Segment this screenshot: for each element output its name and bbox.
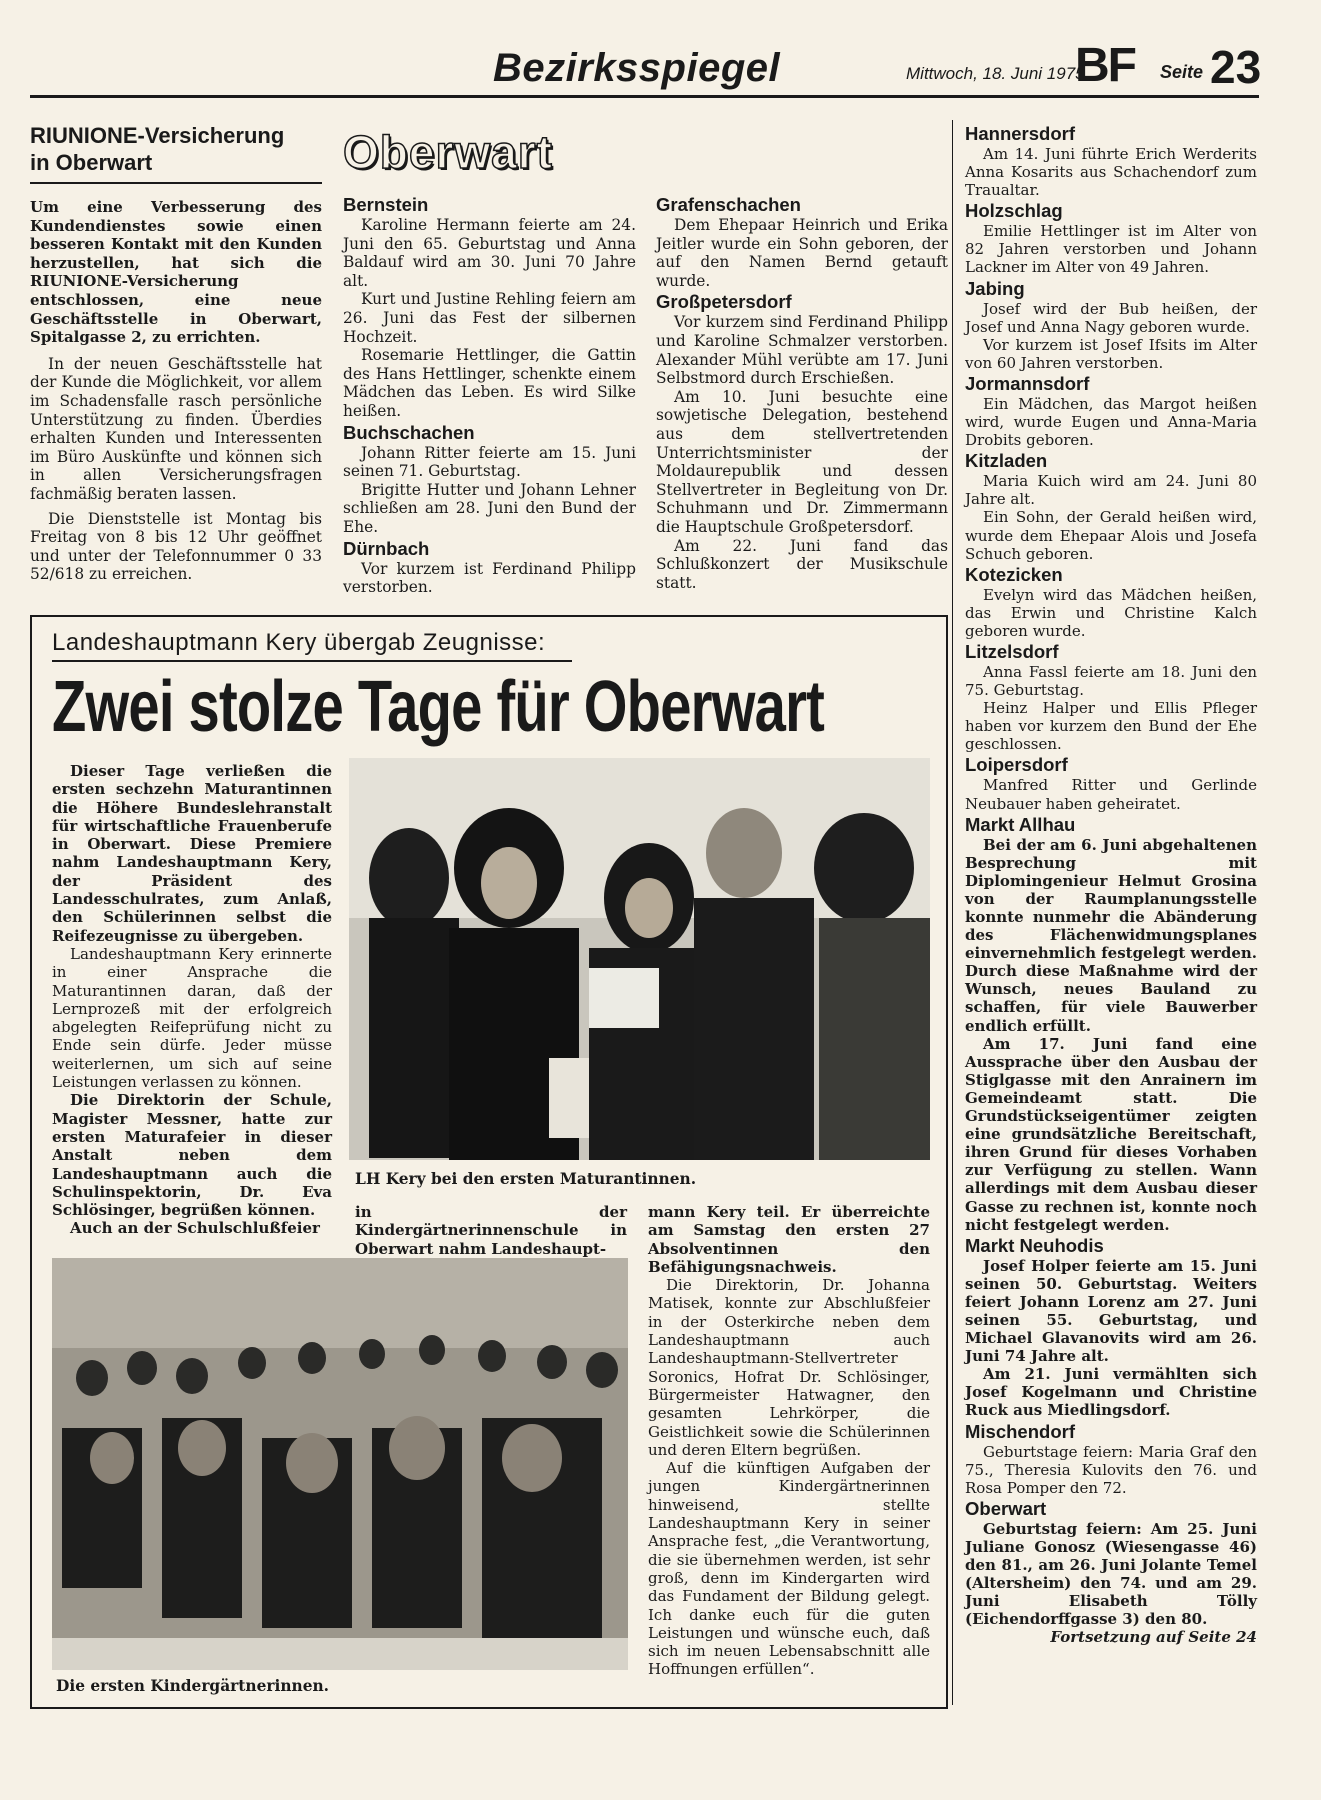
loc-hannersdorf: Hannersdorf <box>965 123 1075 144</box>
section-title: Bezirksspiegel <box>493 46 781 90</box>
text-bernstein-1: Karoline Hermann feierte am 24. Juni den 65. Geburtstag und Anna Baldauf wird am 30. Juni 70 Jahre alt. <box>343 216 636 290</box>
continued-note: Fortsetzung auf Seite 24 <box>1050 1628 1257 1647</box>
text-buchschachen-2: Brigitte Hutter und Johann Lehner schließen am 28. Juni den Bund der Ehe. <box>343 480 636 536</box>
photo-maturantinnen-image <box>349 758 930 1160</box>
text-bernstein-2: Kurt und Justine Rehling feiern am 26. Juni das Fest der silbernen Hochzeit. <box>343 290 636 346</box>
loc-jormannsdorf: Jormannsdorf <box>965 372 1090 394</box>
text-bernstein-3: Rosemarie Hettlinger, die Gattin des Hans Hettlinger, schenkte einem Mädchen das Leben. Es wird Silke heißen. <box>343 346 636 420</box>
feature-p2: Landeshauptmann Kery erinnerte in einer Ansprache die Maturantinnen daran, daß der Lernprozeß mit der erfolgreich abgelegten Reifeprüfung nicht zu Ende sein dürfe. Jeder müsse weiterlernen, um sich auf seine Leistungen verlassen zu können. <box>52 944 332 1092</box>
text-jabing-1: Josef wird der Bub heißen, der Josef und Anna Nagy geboren wurde. <box>965 299 1257 336</box>
column-3 <box>656 193 948 592</box>
text-loipersdorf-1: Manfred Ritter und Gerlinde Neubauer haben geheiratet. <box>965 776 1257 813</box>
riunione-p3: Die Dienststelle ist Montag bis Freitag von 8 bis 12 Uhr geöffnet und unter der Telefonnummer 0 33 52/618 zu erreichen. <box>30 509 322 584</box>
feature-p7: Auf die künftigen Aufgaben der jungen Kindergärtnerinnen hinweisend, stellte Landeshauptmann Kery in seiner Ansprache fest, „die Verantwortung, die sie übernehmen werden, ist sehr groß, denn im Kindergarten wird das Fundament der Bildung gelegt. Ich danke euch für die guten Leistungen und wünsche euch, daß sich im neuen Lebensabschnitt alle Hoffnungen erfüllen“. <box>648 1459 930 1679</box>
caption-kindergaertnerinnen: Die ersten Kindergärtnerinnen. <box>56 1677 330 1695</box>
loc-jabing: Jabing <box>965 277 1025 299</box>
column-4 <box>965 122 1257 1646</box>
text-grosspetersdorf-3: Am 22. Juni fand das Schlußkonzert der Musikschule statt. <box>656 536 948 592</box>
text-duernbach-1: Vor kurzem ist Ferdinand Philipp verstorben. <box>343 559 636 597</box>
riunione-p2: In der neuen Geschäftsstelle hat der Kunde die Möglichkeit, vor allem im Schadensfalle rasch persönliche Unterstützung zu finden. Überdies erhalten Kunden und Interessenten im Büro Auskünfte und können sich in allen Versicherungsfragen fachmäßig beraten lassen. <box>30 354 322 503</box>
page-label: Seite <box>1160 62 1204 82</box>
riunione-article <box>30 122 322 584</box>
paper-logo: BF <box>1075 39 1135 92</box>
text-hannersdorf-1: Am 14. Juni führte Erich Werderits Anna Kosarits aus Schachendorf zum Traualtar. <box>965 145 1257 200</box>
oberwart-section-title: Oberwart <box>343 126 553 178</box>
riunione-title-line2: in Oberwart <box>30 150 153 175</box>
text-litzelsdorf-1: Anna Fassl feierte am 18. Juni den 75. Geburtstag. <box>965 662 1257 700</box>
text-litzelsdorf-2: Heinz Halper und Ellis Pfleger haben vor kurzem den Bund der Ehe geschlossen. <box>965 699 1257 754</box>
feature-headline: Zwei stolze Tage für Oberwart <box>52 667 825 747</box>
loc-bernstein: Bernstein <box>343 194 429 215</box>
photo-kindergaertnerinnen <box>52 1258 628 1670</box>
header-rule <box>30 95 1259 98</box>
feature-column-b <box>355 1203 627 1258</box>
loc-mischendorf: Mischendorf <box>965 1420 1075 1442</box>
text-grosspetersdorf-1: Vor kurzem sind Ferdinand Philipp und Karoline Schmalzer verstorben. Alexander Mühl verübte am 17. Juni Selbstmord durch Erschießen. <box>656 313 948 388</box>
loc-loipersdorf: Loipersdorf <box>965 754 1068 776</box>
caption-maturantinnen: LH Kery bei den ersten Maturantinnen. <box>355 1170 697 1188</box>
column-divider <box>952 120 953 1705</box>
loc-oberwart: Oberwart <box>965 1497 1047 1519</box>
riunione-title <box>30 122 322 176</box>
text-mischendorf-1: Geburtstage feiern: Maria Graf den 75., Theresia Kulovits den 76. und Rosa Pomper den 72. <box>965 1442 1257 1497</box>
kicker-underline <box>52 660 572 662</box>
text-jabing-2: Vor kurzem ist Josef Ifsits im Alter von 60 Jahren verstorben. <box>965 335 1257 372</box>
loc-grosspetersdorf: Großpetersdorf <box>656 291 792 313</box>
loc-kitzladen: Kitzladen <box>965 450 1048 472</box>
loc-litzelsdorf: Litzelsdorf <box>965 640 1059 662</box>
text-holzschlag-1: Emilie Hettlinger ist im Alter von 82 Jahren verstorben und Johann Lackner im Alter von 49 Jahren. <box>965 222 1257 277</box>
text-markt-neuhodis-2: Am 21. Juni vermählten sich Josef Kogelmann und Christine Ruck aus Miedlingsdorf. <box>965 1365 1257 1420</box>
page-number: 23 <box>1210 41 1262 93</box>
feature-p6: Die Direktorin, Dr. Johanna Matisek, konnte zur Abschlußfeier in der Osterkirche neben dem Landeshauptmann auch Landeshauptmann-Stellvertreter Soronics, Hofrat Dr. Schlösinger, Bürgermeister Hatwagner, den gesamten Lehrkörper, die Geistlichkeit sowie die Schülerinnen und deren Eltern begrüßen. <box>648 1276 930 1459</box>
text-buchschachen-1: Johann Ritter feierte am 15. Juni seinen 71. Geburtstag. <box>343 443 636 481</box>
feature-p4b: in der Kindergärtnerinnenschule in Oberwart nahm Landeshaupt- <box>355 1203 627 1258</box>
loc-markt-allhau: Markt Allhau <box>965 813 1076 835</box>
text-grafenschachen-1: Dem Ehepaar Heinrich und Erika Jeitler wurde ein Sohn geboren, der auf den Namen Bernd getauft wurde. <box>656 216 948 290</box>
text-kotezicken-1: Evelyn wird das Mädchen heißen, das Erwin und Christine Kalch geboren wurde. <box>965 585 1257 640</box>
photo-kindergaertnerinnen-image <box>52 1258 628 1670</box>
feature-lead: Dieser Tage verließen die ersten sechzehn Maturantinnen die Höhere Bundeslehranstalt für wirtschaftliche Frauenberufe in Oberwart. Diese Premiere nahm Landeshauptmann Kery, der Präsident des Landesschulrates, zum Anlaß, den Schülerinnen selbst die Reifezeugnisse zu übergeben. <box>52 762 332 945</box>
riunione-rule <box>30 182 322 184</box>
loc-markt-neuhodis: Markt Neuhodis <box>965 1234 1104 1256</box>
column-2 <box>343 193 636 597</box>
feature-column-a <box>52 762 332 1238</box>
text-markt-allhau-1: Bei der am 6. Juni abgehaltenen Besprechung mit Diplomingenieur Helmut Grosina von der Raumplanungsstelle konnte nunmehr die Abänderung des Flächenwidmungsplanes einvernehmlich festgelegt werden. Durch diese Maßnahme wird der Wunsch, neues Bauland zu schaffen, für viele Bauwerber endlich erfüllt. <box>965 835 1257 1035</box>
loc-grafenschachen: Grafenschachen <box>656 194 801 215</box>
text-markt-neuhodis-1: Josef Holper feierte am 15. Juni seinen 50. Geburtstag. Weiters feiert Johann Lorenz am 27. Juni seinen 55. Geburtstag, und Michael Glavanovits wird am 26. Juni 74 Jahre alt. <box>965 1256 1257 1366</box>
feature-p4: Auch an der Schulschlußfeier <box>70 1219 320 1238</box>
issue-date: Mittwoch, 18. Juni 1975 <box>906 64 1085 83</box>
text-oberwart-1: Geburtstag feiern: Am 25. Juni Juliane Gonosz (Wiesengasse 46) den 81., am 26. Juni Jolante Temel (Altersheim) den 74. und am 29. Juni Elisabeth Tölly (Eichendorffgasse 3) den 80. <box>965 1519 1257 1629</box>
feature-p3: Die Direktorin der Schule, Magister Messner, hatte zur ersten Maturafeier in dieser Anstalt neben dem Landeshauptmann auch die Schulinspektorin, Dr. Eva Schlösinger, begrüßen können. <box>52 1091 332 1220</box>
loc-kotezicken: Kotezicken <box>965 563 1063 585</box>
photo-maturantinnen <box>349 758 930 1160</box>
loc-duernbach: Dürnbach <box>343 537 430 559</box>
text-grosspetersdorf-2: Am 10. Juni besuchte eine sowjetische Delegation, bestehend aus dem stellvertretenden Unterrichtsminister der Moldaurepublik und dessen Stellvertreter in Begleitung von Dr. Schuhmann und Dr. Zimmermann die Hauptschule Großpetersdorf. <box>656 387 948 536</box>
text-kitzladen-2: Ein Sohn, der Gerald heißen wird, wurde dem Ehepaar Alois und Josefa Schuch geboren. <box>965 508 1257 563</box>
riunione-title-line1: RIUNIONE-Versicherung <box>30 123 285 148</box>
text-kitzladen-1: Maria Kuich wird am 24. Juni 80 Jahre alt. <box>965 472 1257 509</box>
feature-kicker: Landeshauptmann Kery übergab Zeugnisse: <box>52 629 546 656</box>
loc-holzschlag: Holzschlag <box>965 200 1063 222</box>
riunione-p1: Um eine Verbesserung des Kundendienstes sowie einen besseren Kontakt mit den Kunden herzustellen, hat sich die RIUNIONE-Versicherung entschlossen, eine neue Geschäftsstelle in Oberwart, Spitalgasse 2, zu errichten. <box>30 198 322 347</box>
feature-p5a: mann Kery teil. Er überreichte am Samstag den ersten 27 Absolventinnen den Befähigungsnachweis. <box>648 1203 930 1276</box>
feature-column-c <box>648 1203 930 1679</box>
text-jormannsdorf-1: Ein Mädchen, das Margot heißen wird, wurde Eugen und Anna-Maria Drobits geboren. <box>965 394 1257 450</box>
text-markt-allhau-2: Am 17. Juni fand eine Aussprache über den Ausbau der Stiglgasse mit den Anrainern im Gemeindeamt statt. Die Grundstückseigentümer zeigten eine grundsätzliche Bereitschaft, ihren Grund für dieses Vorhaben zur Verfügung zu stellen. Wann allerdings mit dem Ausbau dieser Gasse zu rechnen ist, konnte noch nicht festgelegt werden. <box>965 1034 1257 1234</box>
loc-buchschachen: Buchschachen <box>343 421 475 443</box>
